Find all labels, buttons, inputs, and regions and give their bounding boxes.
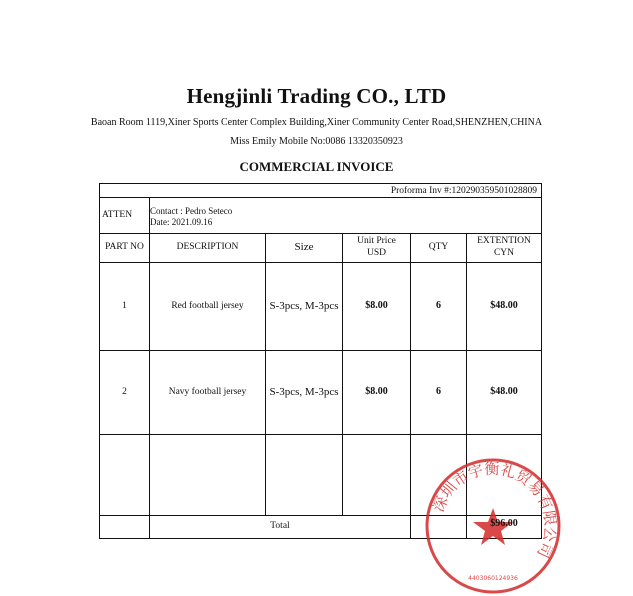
header-unit-price [343,234,410,262]
header-description: DESCRIPTION [176,242,239,253]
total-value: $96.00 [490,517,518,529]
row-part-no: 1 [122,300,127,311]
header-extention [467,234,541,262]
proforma-number: Proforma Inv #:120290359501028809 [390,186,537,196]
row-description: Navy football jersey [168,386,247,397]
total-label: Total [270,521,290,532]
invoice-date: Date: 2021.09.16 [150,217,213,228]
atten-label: ATTEN [102,209,133,220]
row-description: Red football jersey [171,300,244,311]
document-title: COMMERCIAL INVOICE [239,159,394,174]
header-size: Size [294,241,314,254]
row-unit-price: $8.00 [365,300,388,312]
row-part-no: 2 [122,386,127,397]
row-size: S-3pcs, M-3pcs [269,385,339,398]
row-qty: 6 [436,386,441,398]
seal-number: 4403060124936 [468,575,518,582]
row-extension: $48.00 [490,386,518,398]
header-qty: QTY [428,242,449,253]
row-unit-price: $8.00 [365,386,388,398]
row-extension: $48.00 [490,300,518,312]
header-unit-price-line1: Unit Price [357,236,396,247]
contact-person: Contact : Pedro Seteco [150,206,233,216]
seal-company-text: 深圳市宇衡礼贸易有限公司 [429,459,560,561]
contact-block [150,206,232,229]
header-part-no: PART NO [105,242,144,253]
company-address: Baoan Room 1119,Xiner Sports Center Complex Building,Xiner Community Center Road,SHENZHEN,CHINA [90,117,543,128]
header-extention-line1: EXTENTION [477,236,531,247]
company-name: Hengjinli Trading CO., LTD [186,84,447,108]
header-extention-line2: CYN [493,248,515,258]
company-contact: Miss Emily Mobile No:0086 13320350923 [230,136,403,147]
header-unit-price-line2: USD [366,248,386,258]
row-size: S-3pcs, M-3pcs [269,299,339,312]
row-qty: 6 [436,300,441,312]
